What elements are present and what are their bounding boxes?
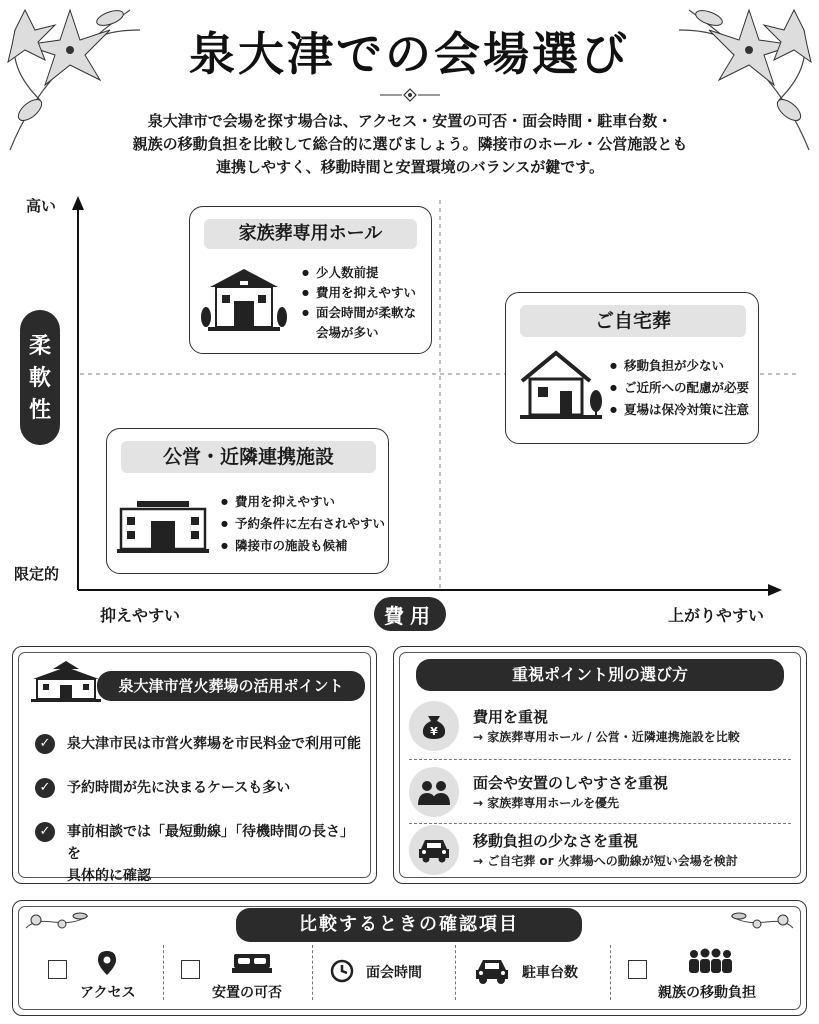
card-title: ご自宅葬: [520, 305, 746, 337]
card-point: ● 費用を抑えやすい: [302, 283, 427, 303]
clock-icon: [330, 959, 354, 983]
card-point: ● ご近所への配慮が必要: [610, 377, 755, 399]
floral-ornament-left: [22, 906, 92, 936]
card-point: ● 費用を抑えやすい: [221, 491, 386, 513]
family-icon: [686, 948, 734, 974]
check-icon: ✓: [35, 822, 55, 842]
money-pouch-icon: [409, 701, 459, 751]
priorities-panel: [393, 646, 807, 884]
y-axis-char: 性: [28, 396, 51, 423]
check-icon: ✓: [35, 778, 55, 798]
priority-row: [409, 761, 791, 823]
public-facility-icon: [117, 495, 209, 555]
checklist-row: [35, 821, 365, 887]
y-axis-title: [20, 310, 60, 445]
card-point: ● 予約条件に左右されやすい: [221, 513, 386, 535]
card-point: ● 隣接市の施設も候補: [221, 535, 386, 557]
card-public-facility: [106, 428, 389, 574]
divider: [610, 945, 611, 1000]
intro-line: 泉大津市で会場を探す場合は、アクセス・安置の可否・面会時間・駐車台数・: [147, 112, 673, 130]
checkbox-family-travel[interactable]: [628, 960, 647, 979]
checklist-label: 駐車台数: [522, 965, 578, 981]
priority-row: [409, 819, 791, 881]
checklist-label: アクセス: [80, 985, 136, 1001]
priority-detail: → 家族葬専用ホールを優先: [473, 796, 619, 810]
card-point: ● 面会時間が柔軟な 会場が多い: [302, 303, 427, 343]
priority-title: 移動負担の少なさを重視: [473, 832, 639, 850]
checklist-row: [35, 777, 365, 799]
checklist-label: 親族の移動負担: [658, 985, 756, 1001]
intro-line: 親族の移動負担を比較して総合的に選びましょう。隣接市のホール・公営施設とも: [132, 135, 688, 153]
bed-icon: [232, 952, 272, 976]
point-text: 予約時間が先に決まるケースも多い: [67, 780, 291, 796]
intro-line: 連携しやすく、移動時間と安置環境のバランスが鍵です。: [215, 158, 605, 176]
card-points: [221, 491, 386, 557]
divider: [409, 759, 791, 760]
crematorium-title: 泉大津市営火葬場の活用ポイント: [97, 671, 365, 701]
checklist-label: 安置の可否: [212, 985, 282, 1001]
car-icon: [474, 957, 510, 985]
card-point: ● 移動負担が少ない: [610, 355, 755, 377]
x-axis-low: 抑えやすい: [100, 606, 181, 625]
priority-title: 面会や安置のしやすさを重視: [473, 774, 669, 792]
crematorium-points: [35, 733, 365, 887]
card-point: ● 夏場は保冷対策に注意: [610, 399, 755, 421]
check-icon: ✓: [35, 734, 55, 754]
divider: [455, 945, 456, 1000]
card-title: 家族葬専用ホール: [204, 219, 417, 249]
card-family-hall: [189, 206, 432, 354]
checkbox-access[interactable]: [48, 960, 67, 979]
priority-detail: → ご自宅葬 or 火葬場への動線が短い会場を検討: [473, 854, 738, 868]
priorities-title: 重視ポイント別の選び方: [416, 659, 784, 691]
y-axis-char: 柔: [28, 332, 51, 359]
crematorium-panel: [12, 646, 377, 884]
priority-detail: → 家族葬専用ホール / 公営・近隣連携施設を比較: [473, 730, 740, 744]
divider: [312, 945, 313, 1000]
card-title: 公営・近隣連携施設: [121, 441, 376, 473]
checklist-label: 面会時間: [366, 965, 422, 981]
priority-row: [409, 695, 791, 757]
people-icon: [409, 767, 459, 817]
point-text: 泉大津市民は市営火葬場を市民料金で利用可能: [67, 736, 361, 752]
house-icon: [518, 349, 604, 423]
point-text: 事前相談では「最短動線」「待機時間の長さ」を 具体的に確認: [67, 824, 354, 884]
floral-ornament-right: [727, 906, 797, 936]
page-title: 泉大津での会場選び: [189, 27, 630, 81]
priority-title: 費用を重視: [473, 708, 549, 726]
y-axis-high: 高い: [26, 197, 57, 215]
card-home-funeral: [505, 292, 759, 444]
card-point: ● 少人数前提: [302, 263, 427, 283]
checklist-title: 比較するときの確認項目: [236, 908, 582, 942]
x-axis-title: 費用: [374, 597, 446, 631]
y-axis-char: 軟: [28, 364, 51, 391]
svg-text:¥: ¥: [430, 725, 438, 738]
crematorium-icon: [29, 659, 103, 703]
location-pin-icon: [97, 950, 117, 976]
y-axis-low: 限定的: [14, 565, 60, 583]
x-axis-high: 上がりやすい: [668, 606, 765, 625]
car-icon: [409, 825, 459, 875]
checkbox-laying-in[interactable]: [181, 960, 200, 979]
divider: [163, 945, 164, 1000]
card-points: [302, 263, 427, 343]
funeral-hall-icon: [200, 265, 288, 335]
checklist-row: [35, 733, 365, 755]
card-points: [610, 355, 755, 421]
